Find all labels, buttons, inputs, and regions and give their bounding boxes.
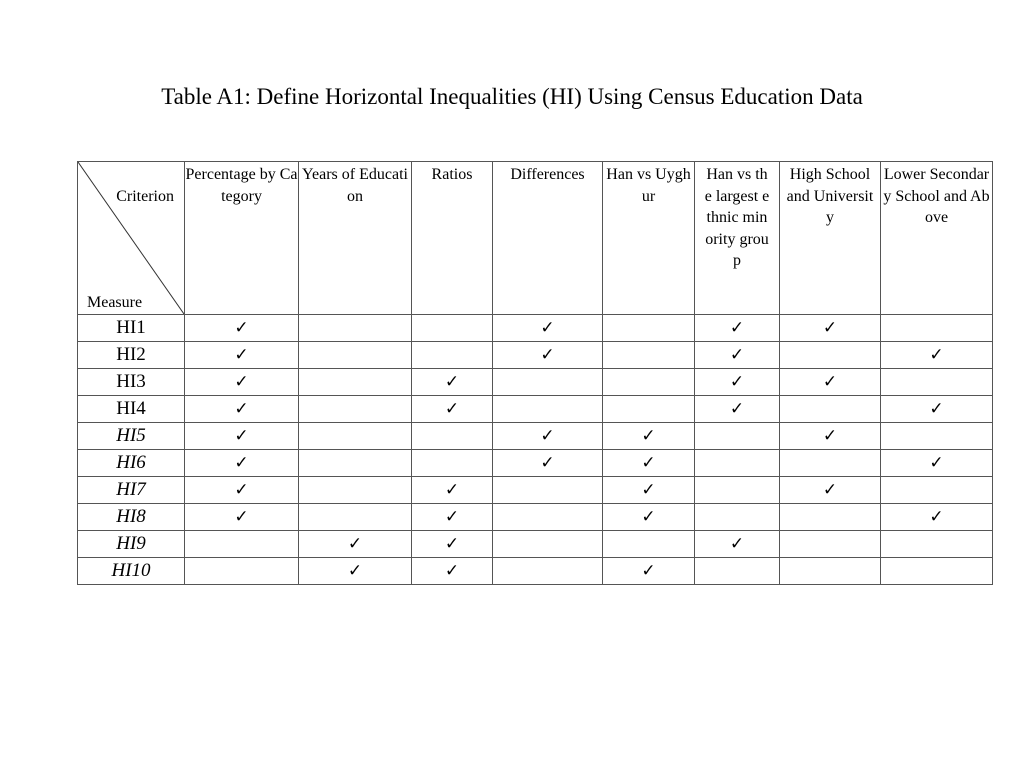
empty-cell xyxy=(412,342,493,369)
checkmark-cell xyxy=(299,531,412,558)
checkmark-cell xyxy=(299,558,412,585)
empty-cell xyxy=(780,396,881,423)
empty-cell xyxy=(603,531,695,558)
checkmark-icon: ✓ xyxy=(822,480,838,500)
column-header: Ratios xyxy=(412,162,493,315)
page-title: Table A1: Define Horizontal Inequalities (HI) Using Census Education Data xyxy=(161,84,863,109)
checkmark-cell xyxy=(603,477,695,504)
checkmark-icon: ✓ xyxy=(729,318,745,338)
checkmark-icon: ✓ xyxy=(822,426,838,446)
table-row xyxy=(78,315,993,342)
row-label: HI3 xyxy=(78,369,185,396)
checkmark-icon: ✓ xyxy=(234,453,249,473)
checkmark-icon: ✓ xyxy=(729,399,745,419)
header-row xyxy=(78,162,993,315)
checkmark-cell xyxy=(412,504,493,531)
checkmark-cell xyxy=(412,558,493,585)
empty-cell xyxy=(493,396,603,423)
empty-cell xyxy=(780,450,881,477)
checkmark-icon: ✓ xyxy=(929,399,944,419)
checkmark-cell xyxy=(412,396,493,423)
empty-cell xyxy=(412,315,493,342)
empty-cell xyxy=(412,450,493,477)
checkmark-cell xyxy=(780,315,881,342)
checkmark-icon: ✓ xyxy=(234,318,249,338)
checkmark-icon: ✓ xyxy=(641,453,656,473)
checkmark-icon: ✓ xyxy=(540,426,555,446)
checkmark-icon: ✓ xyxy=(444,534,460,554)
column-header: Lower Secondary School and Above xyxy=(881,162,993,315)
checkmark-icon: ✓ xyxy=(347,561,363,581)
empty-cell xyxy=(780,504,881,531)
empty-cell xyxy=(881,558,993,585)
checkmark-icon: ✓ xyxy=(641,480,656,500)
empty-cell xyxy=(780,342,881,369)
empty-cell xyxy=(299,450,412,477)
checkmark-icon: ✓ xyxy=(234,399,249,419)
checkmark-icon: ✓ xyxy=(729,534,745,554)
checkmark-cell xyxy=(185,396,299,423)
checkmark-icon: ✓ xyxy=(729,345,745,365)
empty-cell xyxy=(412,423,493,450)
checkmark-icon: ✓ xyxy=(822,372,838,392)
column-header: Percentage by Category xyxy=(185,162,299,315)
checkmark-icon: ✓ xyxy=(444,372,460,392)
checkmark-icon: ✓ xyxy=(444,480,460,500)
checkmark-cell xyxy=(185,315,299,342)
checkmark-icon: ✓ xyxy=(444,507,460,527)
checkmark-cell xyxy=(881,342,993,369)
checkmark-cell xyxy=(185,477,299,504)
checkmark-icon: ✓ xyxy=(641,561,656,581)
checkmark-cell xyxy=(493,315,603,342)
empty-cell xyxy=(185,558,299,585)
corner-cell xyxy=(78,162,185,315)
checkmark-cell xyxy=(185,369,299,396)
checkmark-icon: ✓ xyxy=(444,399,460,419)
checkmark-icon: ✓ xyxy=(540,318,555,338)
measure-label: Measure xyxy=(87,293,143,311)
checkmark-icon: ✓ xyxy=(540,345,555,365)
empty-cell xyxy=(299,423,412,450)
checkmark-icon: ✓ xyxy=(641,426,656,446)
checkmark-cell xyxy=(780,423,881,450)
empty-cell xyxy=(299,504,412,531)
checkmark-icon: ✓ xyxy=(929,453,944,473)
column-header: Years of Education xyxy=(299,162,412,315)
checkmark-icon: ✓ xyxy=(234,480,249,500)
empty-cell xyxy=(780,558,881,585)
empty-cell xyxy=(695,558,780,585)
empty-cell xyxy=(493,531,603,558)
checkmark-cell xyxy=(412,369,493,396)
checkmark-cell xyxy=(493,450,603,477)
empty-cell xyxy=(299,369,412,396)
table-row xyxy=(78,423,993,450)
checkmark-icon: ✓ xyxy=(729,372,745,392)
checkmark-icon: ✓ xyxy=(234,507,249,527)
checkmark-icon: ✓ xyxy=(347,534,363,554)
empty-cell xyxy=(695,504,780,531)
table-row xyxy=(78,396,993,423)
checkmark-cell xyxy=(695,396,780,423)
checkmark-icon: ✓ xyxy=(234,372,249,392)
checkmark-cell xyxy=(881,450,993,477)
empty-cell xyxy=(299,396,412,423)
empty-cell xyxy=(185,531,299,558)
empty-cell xyxy=(780,531,881,558)
column-header: Han vs Uyghur xyxy=(603,162,695,315)
criterion-label: Criterion xyxy=(116,188,174,205)
checkmark-cell xyxy=(412,477,493,504)
checkmark-cell xyxy=(780,369,881,396)
checkmark-cell xyxy=(603,450,695,477)
checkmark-icon: ✓ xyxy=(540,453,555,473)
row-label: HI8 xyxy=(78,504,185,531)
table-row xyxy=(78,342,993,369)
checkmark-cell xyxy=(881,396,993,423)
empty-cell xyxy=(493,477,603,504)
checkmark-cell xyxy=(780,477,881,504)
checkmark-cell xyxy=(493,423,603,450)
checkmark-icon: ✓ xyxy=(822,318,838,338)
empty-cell xyxy=(881,423,993,450)
empty-cell xyxy=(881,477,993,504)
checkmark-cell xyxy=(412,531,493,558)
row-label: HI9 xyxy=(78,531,185,558)
empty-cell xyxy=(881,315,993,342)
table-body xyxy=(78,315,993,585)
row-label: HI2 xyxy=(78,342,185,369)
checkmark-cell xyxy=(695,315,780,342)
checkmark-cell xyxy=(185,504,299,531)
empty-cell xyxy=(695,423,780,450)
empty-cell xyxy=(603,396,695,423)
checkmark-cell xyxy=(695,531,780,558)
checkmark-cell xyxy=(695,342,780,369)
empty-cell xyxy=(695,450,780,477)
empty-cell xyxy=(299,477,412,504)
empty-cell xyxy=(493,558,603,585)
row-label: HI1 xyxy=(78,315,185,342)
table-row xyxy=(78,477,993,504)
row-label: HI6 xyxy=(78,450,185,477)
empty-cell xyxy=(493,369,603,396)
checkmark-cell xyxy=(881,504,993,531)
checkmark-icon: ✓ xyxy=(234,426,249,446)
table-row xyxy=(78,450,993,477)
checkmark-cell xyxy=(695,369,780,396)
row-label: HI10 xyxy=(78,558,185,585)
hi-definition-table xyxy=(77,161,993,585)
column-header: High School and University xyxy=(780,162,881,315)
checkmark-icon: ✓ xyxy=(929,507,944,527)
column-header: Han vs the largest ethnic minority group xyxy=(695,162,780,315)
empty-cell xyxy=(603,315,695,342)
empty-cell xyxy=(299,315,412,342)
empty-cell xyxy=(299,342,412,369)
empty-cell xyxy=(881,369,993,396)
checkmark-cell xyxy=(185,342,299,369)
table-row xyxy=(78,504,993,531)
row-label: HI7 xyxy=(78,477,185,504)
empty-cell xyxy=(493,504,603,531)
table-row xyxy=(78,369,993,396)
checkmark-icon: ✓ xyxy=(234,345,249,365)
empty-cell xyxy=(881,531,993,558)
empty-cell xyxy=(695,477,780,504)
row-label: HI4 xyxy=(78,396,185,423)
checkmark-cell xyxy=(493,342,603,369)
checkmark-icon: ✓ xyxy=(929,345,944,365)
checkmark-cell xyxy=(603,504,695,531)
checkmark-icon: ✓ xyxy=(641,507,656,527)
column-header: Differences xyxy=(493,162,603,315)
checkmark-icon: ✓ xyxy=(444,561,460,581)
row-label: HI5 xyxy=(78,423,185,450)
empty-cell xyxy=(603,369,695,396)
empty-cell xyxy=(603,342,695,369)
table-row xyxy=(78,558,993,585)
checkmark-cell xyxy=(603,558,695,585)
checkmark-cell xyxy=(185,423,299,450)
checkmark-cell xyxy=(185,450,299,477)
table-row xyxy=(78,531,993,558)
checkmark-cell xyxy=(603,423,695,450)
